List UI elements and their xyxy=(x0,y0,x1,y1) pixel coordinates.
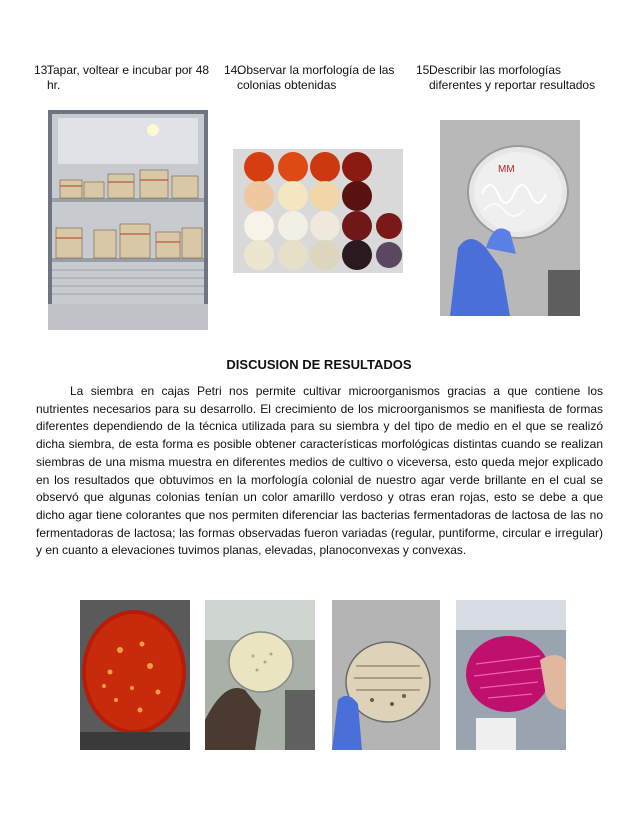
plate-label: MM xyxy=(498,164,515,175)
step-text: Tapar, voltear e incubar por 48 hr. xyxy=(47,63,210,92)
pink-agar-plate-photo xyxy=(456,600,566,750)
hand-holding-plate-photo xyxy=(440,120,580,316)
streaked-plate-photo xyxy=(332,600,440,750)
step-15 xyxy=(416,63,596,93)
yellow-agar-plate-photo xyxy=(205,600,315,750)
step-number: 14. xyxy=(224,63,241,77)
step-text: Describir las morfologías diferentes y reportar resultados xyxy=(429,63,596,92)
section-title: DISCUSION DE RESULTADOS xyxy=(226,357,412,372)
discussion-paragraph: La siembra en cajas Petri nos permite cultivar microorganismos gracias a que contiene los nutrientes necesarios para su desarrollo. El crecimiento de los microorganismos se manifiesta de formas diferentes dependiendo de la técnica utilizada para su siembra y del tipo de medio en el que se realizó dicha siembra, de esta forma es posible obtener características morfológicas distintas cuando se realizan siembras de una misma muestra en diferentes medios de cultivo o viceversa, esto queda mejor explicado en los resultados que obtuvimos en la morfología colonial de nuestro agar verde brillante en el cual se observó que algunas colonias tenían un color amarillo verdoso y otras eran rojas, esto se debe a que dicho agar tiene colorantes que nos permiten diferenciar las bacterias fermentadoras de lactosa de las no fermentadoras de lactosa; las formas observadas fueron variadas (regular, puntiforme, circular e irregular) y en cuanto a elevaciones tuvimos planas, elevadas, planoconvexas y convexas. xyxy=(36,384,603,558)
step-text: Observar la morfología de las colonias obtenidas xyxy=(237,63,395,92)
incubator-photo xyxy=(48,110,208,330)
step-14 xyxy=(224,63,404,93)
petri-dishes-grid-photo xyxy=(233,149,403,273)
step-13 xyxy=(34,63,219,93)
step-number: 13. xyxy=(34,63,51,77)
red-agar-plate-photo xyxy=(80,600,190,750)
step-number: 15. xyxy=(416,63,433,77)
